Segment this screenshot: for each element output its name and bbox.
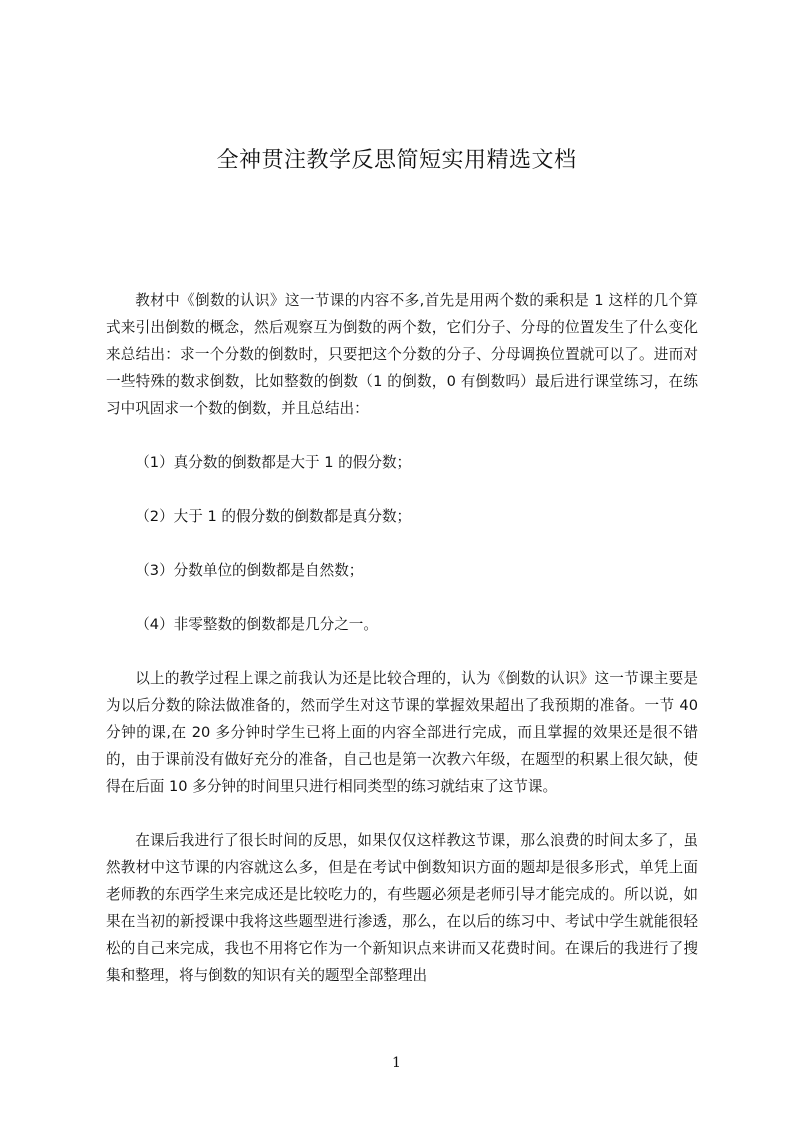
list-item-1: （1）真分数的倒数都是大于 1 的假分数；: [135, 454, 412, 471]
page-number: 1: [392, 1055, 401, 1071]
list-item-3: （3）分数单位的倒数都是自然数；: [135, 562, 364, 579]
document-body: [106, 287, 698, 989]
list-item-2: （2）大于 1 的假分数的倒数都是真分数；: [135, 508, 412, 525]
paragraph-intro: 教材中《倒数的认识》这一节课的内容不多,首先是用两个数的乘积是 1 这样的几个算式来引出倒数的概念，然后观察互为倒数的两个数，它们分子、分母的位置发生了什么变化来总结出：求一个分数的倒数时，只要把这个分数的分子、分母调换位置就可以了。进而对一些特殊的数求倒数，比如整数的倒数（1 的倒数，0 有倒数吗）最后进行课堂练习，在练习中巩固求一个数的倒数，并且总结出：: [106, 292, 698, 417]
paragraph-reflection-1: 以上的教学过程上课之前我认为还是比较合理的，认为《倒数的认识》这一节课主要是为以后分数的除法做准备的，然而学生对这节课的掌握效果超出了我预期的准备。一节 40 分钟的课,在 20 多分钟时学生已将上面的内容全部进行完成，而且掌握的效果还是很不错的，由于课前没有做好充分的准备，自己也是第一次教六年级，在题型的积累上很欠缺，使得在后面 10 多分钟的时间里只进行相同类型的练习就结束了这节课。: [106, 670, 698, 795]
document-title: 全神贯注教学反思简短实用精选文档: [216, 148, 577, 173]
paragraph-reflection-2: 在课后我进行了很长时间的反思，如果仅仅这样教这节课，那么浪费的时间太多了，虽然教材中这节课的内容就这么多，但是在考试中倒数知识方面的题却是很多形式，单凭上面老师教的东西学生来完成还是比较吃力的，有些题必须是老师引导才能完成的。所以说，如果在当初的新授课中我将这些题型进行渗透，那么，在以后的练习中、考试中学生就能很轻松的自己来完成，我也不用将它作为一个新知识点来讲而又花费时间。在课后的我进行了搜集和整理，将与倒数的知识有关的题型全部整理出: [106, 832, 698, 984]
list-item-4: （4）非零整数的倒数都是几分之一。: [135, 616, 378, 633]
